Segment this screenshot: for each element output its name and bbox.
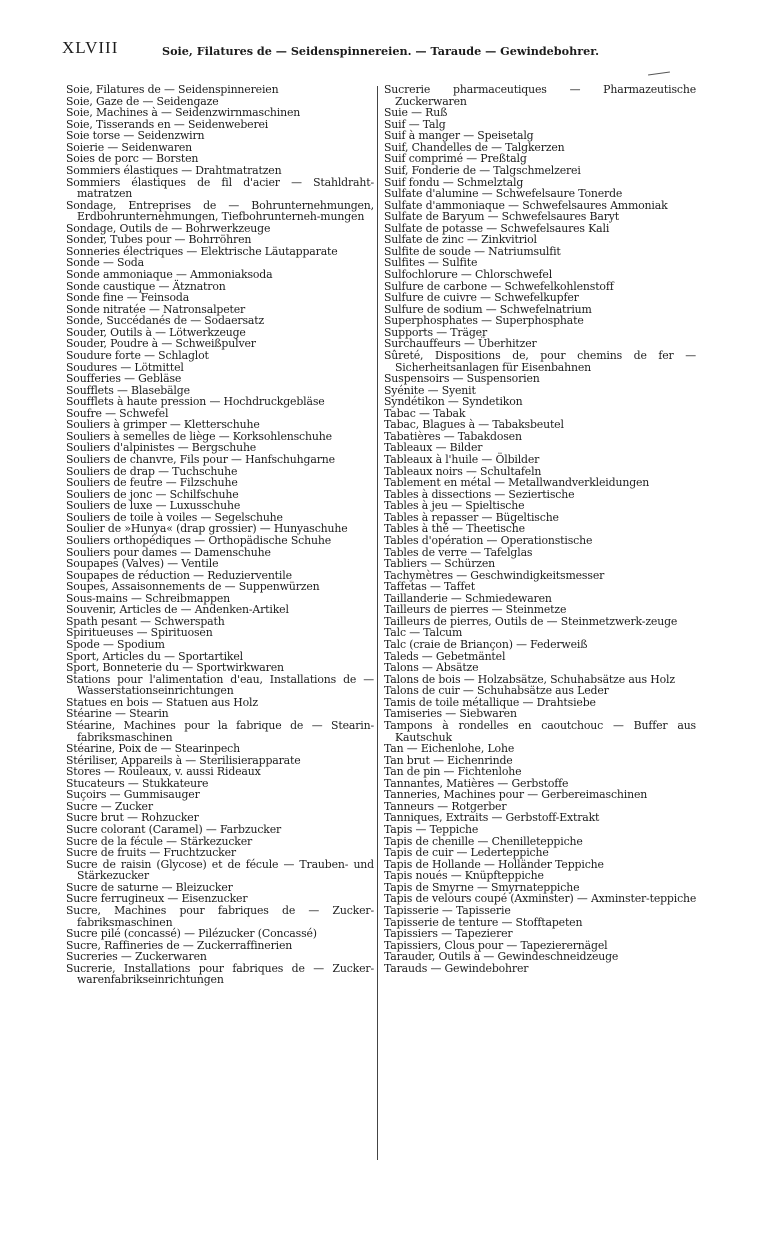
index-entry: Suie — Ruß	[384, 106, 448, 120]
index-entry: Suif à manger — Speisetalg	[384, 129, 534, 143]
index-entry: Sucre pilé (concassé) — Pilézucker (Concassé)	[66, 927, 317, 941]
index-entry: Suspensoirs — Suspensorien	[384, 372, 540, 386]
index-entry: Sucre de la fécule — Stärkezucker	[66, 834, 253, 848]
index-entry: Stéarine, Machines pour la fabrique de — Stearin-fabriksmaschinen	[66, 718, 374, 744]
index-entry: Sulfate de Baryum — Schwefelsaures Baryt	[384, 210, 619, 224]
index-entry: Sulfate d'ammoniaque — Schwefelsaures Ammoniak	[384, 198, 668, 212]
index-entry: Soufre — Schwefel	[66, 406, 169, 420]
index-entry: Suif fondu — Schmelztalg	[384, 175, 524, 189]
index-entry: Sucre de raisin (Glycose) et de fécule — Trauben- und Stärkezucker	[66, 857, 374, 883]
index-entry: Sondage, Entreprises de — Bohrunternehmungen, Erdbohrunternehmungen, Tiefbohrunterneh-mungen	[66, 198, 374, 224]
index-entry: Tapisserie de tenture — Stofftapeten	[384, 915, 583, 929]
index-entry: Sucrerie pharmaceutiques — Pharmazeutische Zuckerwaren	[384, 83, 696, 108]
index-entry: Taleds — Gebetmäntel	[384, 649, 506, 663]
index-entry: Souder, Poudre à — Schweißpulver	[66, 337, 256, 351]
index-entry: Soufflets — Blasebälge	[66, 383, 190, 397]
index-entry: Sucre, Raffineries de — Zuckerraffinerien	[66, 938, 293, 952]
column-divider	[377, 86, 378, 1160]
index-entry: Tailleurs de pierres, Outils de — Steinmetzwerk-zeuge	[384, 614, 678, 628]
index-entry: Tableaux noirs — Schultafeln	[384, 464, 542, 478]
index-entry: Tables à jeu — Spieltische	[384, 499, 525, 513]
index-entry: Surchauffeurs — Überhitzer	[384, 337, 537, 351]
running-title: Soie, Filatures de — Seidenspinnereien. — Taraude — Gewindebohrer.	[162, 44, 599, 58]
index-entry: Soie, Gaze de — Seidengaze	[66, 94, 219, 108]
index-entry: Tamiseries — Siebwaren	[384, 707, 517, 721]
index-entry: Syénite — Syenit	[384, 383, 476, 397]
index-entry: Souliers de luxe — Luxusschuhe	[66, 499, 241, 513]
index-entry: Sport, Articles du — Sportartikel	[66, 649, 244, 663]
index-entry: Souliers à semelles de liège — Korksohlenschuhe	[66, 429, 332, 443]
index-entry: Statues en bois — Statuen aus Holz	[66, 695, 258, 709]
index-entry: Sonde, Succédanés de — Sodaersatz	[66, 314, 265, 328]
index-entry: Tabliers — Schürzen	[384, 557, 496, 571]
index-entry: Sulfure de cuivre — Schwefelkupfer	[384, 291, 579, 305]
index-entry: Sommiers élastiques — Drahtmatratzen	[66, 163, 282, 177]
index-entry: Talons de cuir — Schuhabsätze aus Leder	[384, 684, 609, 698]
index-entry: Soie torse — Seidenzwirn	[66, 129, 205, 143]
index-entry: Suif — Talg	[384, 117, 446, 131]
index-entry: Sonde — Soda	[66, 256, 144, 270]
index-entry: Spiritueuses — Spirituosen	[66, 626, 213, 640]
index-entry: Soudures — Lötmittel	[66, 360, 184, 374]
index-entry: Tailleurs de pierres — Steinmetze	[384, 603, 567, 617]
index-entry: Sucre, Machines pour fabriques de — Zucker-fabriksmaschinen	[66, 903, 374, 929]
index-entry: Sonde fine — Feinsoda	[66, 291, 190, 305]
page-number: XLVIII	[62, 38, 119, 57]
index-entry: Tableaux à l'huile — Ölbilder	[384, 453, 540, 466]
index-entry: Sulfate d'alumine — Schwefelsaure Tonerde	[384, 187, 623, 201]
index-entry: Tables à repasser — Bügeltische	[384, 510, 559, 524]
right-column	[384, 84, 696, 974]
index-entry: Stériliser, Appareils à — Sterilisierapparate	[66, 753, 301, 767]
index-entry: Tables à thé — Theetische	[384, 522, 525, 536]
index-entry: Tamis de toile métallique — Drahtsiebe	[384, 695, 596, 709]
index-entry: Sucre — Zucker	[66, 799, 153, 813]
left-column	[66, 84, 374, 986]
index-entry: Sulfure de carbone — Schwefelkohlenstoff	[384, 279, 614, 293]
index-entry: Soupapes (Valves) — Ventile	[66, 557, 219, 571]
index-entry: Tapissiers — Tapezierer	[384, 927, 513, 941]
index-entry: Souliers de jonc — Schilfschuhe	[66, 487, 239, 501]
index-entry: Souliers de feutre — Filzschuhe	[66, 476, 238, 490]
index-entry: Stations pour l'alimentation d'eau, Installations de — Wasserstationseinrichtungen	[66, 672, 374, 698]
index-entry: Taffetas — Taffet	[384, 580, 475, 594]
index-entry: Sucre de fruits — Fruchtzucker	[66, 846, 236, 860]
index-entry: Spath pesant — Schwerspath	[66, 614, 225, 628]
index-entry: Soupes, Assaisonnements de — Suppenwürzen	[66, 580, 320, 594]
index-entry: Sulfochlorure — Chlorschwefel	[384, 268, 553, 281]
index-entry: Talons de bois — Holzabsätze, Schuhabsätze aus Holz	[384, 672, 675, 686]
index-entry: Sommiers élastiques de fil d'acier — Stahldraht-matratzen	[66, 175, 374, 201]
index-entry: Tapis de Smyrne — Smyrnateppiche	[384, 880, 580, 894]
corner-scan-mark	[648, 71, 670, 75]
index-entry: Sulfure de sodium — Schwefelnatrium	[384, 302, 592, 316]
index-entry: Suçoirs — Gummisauger	[66, 788, 200, 802]
index-entry: Tabac, Blagues à — Tabaksbeutel	[384, 418, 564, 432]
index-entry: Soie, Filatures de — Seidenspinnereien	[66, 83, 279, 96]
index-entry: Tarauds — Gewindebohrer	[384, 961, 529, 975]
index-entry: Tampons à rondelles en caoutchouc — Buffer aus Kautschuk	[384, 718, 696, 744]
index-entry: Suif, Fonderie de — Talgschmelzerei	[384, 163, 581, 177]
index-entry: Sondage, Outils de — Bohrwerkzeuge	[66, 221, 271, 235]
index-entry: Sucre de saturne — Bleizucker	[66, 880, 233, 894]
index-entry: Soie, Tisserands en — Seidenweberei	[66, 117, 269, 131]
index-entry: Tapissiers, Clous pour — Tapezierernägel	[384, 938, 608, 952]
index-entry: Soierie — Seidenwaren	[66, 140, 193, 154]
index-entry: Soudure forte — Schlaglot	[66, 348, 209, 362]
index-entry: Tabatières — Tabakdosen	[384, 429, 522, 443]
index-entry: Suif, Chandelles de — Talgkerzen	[384, 140, 565, 154]
index-entry: Tan de pin — Fichtenlohe	[384, 765, 522, 779]
index-entry: Souliers pour dames — Damenschuhe	[66, 545, 271, 559]
index-entry: Sûreté, Dispositions de, pour chemins de fer — Sicherheitsanlagen für Eisenbahnen	[384, 348, 696, 374]
index-entry: Talc (craie de Briançon) — Federweiß	[384, 638, 588, 651]
index-entry: Tarauder, Outils à — Gewindeschneidzeuge	[384, 950, 619, 964]
index-entry: Tapis noués — Knüpfteppiche	[384, 869, 544, 883]
index-entry: Tablement en métal — Metallwandverkleidungen	[384, 476, 650, 490]
index-entry: Sport, Bonneterie du — Sportwirkwaren	[66, 661, 284, 675]
index-entry: Talons — Absätze	[384, 661, 479, 675]
index-entry: Suif comprimé — Preßtalg	[384, 152, 527, 166]
index-entry: Sonder, Tubes pour — Bohrröhren	[66, 233, 252, 247]
index-entry: Souder, Outils à — Lötwerkzeuge	[66, 325, 246, 339]
index-entry: Tan brut — Eichenrinde	[384, 753, 513, 767]
index-entry: Spode — Spodium	[66, 638, 165, 651]
index-entry: Sonde nitratée — Natronsalpeter	[66, 302, 246, 316]
index-entry: Souvenir, Articles de — Andenken-Artikel	[66, 603, 289, 617]
index-entry: Soie, Machines à — Seidenzwirnmaschinen	[66, 106, 301, 120]
index-entry: Sonde caustique — Ätznatron	[66, 279, 226, 293]
index-entry: Supports — Träger	[384, 325, 487, 339]
index-entry: Souliers de toile à voiles — Segelschuhe	[66, 510, 283, 524]
index-entry: Sucre brut — Rohzucker	[66, 811, 199, 825]
index-entry: Souliers de drap — Tuchschuhe	[66, 464, 238, 478]
index-entry: Tannantes, Matières — Gerbstoffe	[384, 776, 569, 790]
page-header	[0, 38, 757, 62]
index-entry: Tables d'opération — Operationstische	[384, 533, 593, 547]
index-entry: Sucre colorant (Caramel) — Farbzucker	[66, 823, 282, 836]
index-entry: Tapis de velours coupé (Axminster) — Axminster-teppiche	[384, 892, 697, 906]
index-entry: Tapis de chenille — Chenilleteppiche	[384, 834, 583, 848]
index-entry: Souliers de chanvre, Fils pour — Hanfschuhgarne	[66, 453, 335, 466]
index-entry: Tapis de cuir — Lederteppiche	[384, 846, 549, 860]
index-entry: Taillanderie — Schmiedewaren	[384, 591, 552, 605]
index-entry: Sulfate de potasse — Schwefelsaures Kali	[384, 221, 610, 235]
index-entry: Soies de porc — Borsten	[66, 152, 199, 166]
index-entry: Tachymètres — Geschwindigkeitsmesser	[384, 568, 605, 582]
index-entry: Souliers à grimper — Kletterschuhe	[66, 418, 260, 432]
index-entry: Tanniques, Extraits — Gerbstoff-Extrakt	[384, 811, 600, 825]
index-entry: Tapis de Hollande — Holländer Teppiche	[384, 857, 604, 871]
index-entry: Sonneries électriques — Elektrische Läutapparate	[66, 244, 338, 258]
index-entry: Stéarine, Poix de — Stearinpech	[66, 742, 240, 756]
index-entry: Soulier de »Hunya« (drap grossier) — Hunyaschuhe	[66, 522, 348, 536]
index-entry: Tan — Eichenlohe, Lohe	[384, 742, 515, 756]
index-entry: Stéarine — Stearin	[66, 707, 169, 721]
index-entry: Soufferies — Gebläse	[66, 372, 182, 386]
index-entry: Sucreries — Zuckerwaren	[66, 950, 207, 964]
index-entry: Sulfite de soude — Natriumsulfit	[384, 244, 561, 258]
index-entry: Syndétikon — Syndetikon	[384, 395, 523, 409]
index-entry: Sonde ammoniaque — Ammoniaksoda	[66, 268, 273, 281]
index-entry: Souliers d'alpinistes — Bergschuhe	[66, 441, 257, 455]
index-entry: Superphosphates — Superphosphate	[384, 314, 584, 328]
index-entry: Tableaux — Bilder	[384, 441, 483, 455]
index-entry: Tanneries, Machines pour — Gerbereimaschinen	[384, 788, 648, 802]
index-entry: Tables de verre — Tafelglas	[384, 545, 533, 559]
index-entry: Stores — Rouleaux, v. aussi Rideaux	[66, 765, 261, 779]
index-entry: Sucre ferrugineux — Eisenzucker	[66, 892, 248, 906]
index-entry: Talc — Talcum	[384, 626, 463, 640]
index-entry: Tapis — Teppiche	[384, 823, 479, 836]
index-entry: Sulfate de zinc — Zinkvitriol	[384, 233, 537, 247]
index-entry: Sucrerie, Installations pour fabriques de — Zucker-warenfabrikseinrichtungen	[66, 961, 374, 987]
index-entry: Tabac — Tabak	[384, 406, 466, 420]
index-entry: Tapisserie — Tapisserie	[384, 903, 511, 917]
index-entry: Sulfites — Sulfite	[384, 256, 478, 270]
index-entry: Souliers orthopédiques — Orthopädische Schuhe	[66, 533, 332, 547]
index-entry: Tanneurs — Rotgerber	[384, 799, 507, 813]
index-entry: Tables à dissections — Seziertische	[384, 487, 575, 501]
index-entry: Sous-mains — Schreibmappen	[66, 591, 231, 605]
index-entry: Stucateurs — Stukkateure	[66, 776, 209, 790]
index-entry: Soufflets à haute pression — Hochdruckgebläse	[66, 395, 325, 409]
index-entry: Soupapes de réduction — Reduzierventile	[66, 568, 292, 582]
